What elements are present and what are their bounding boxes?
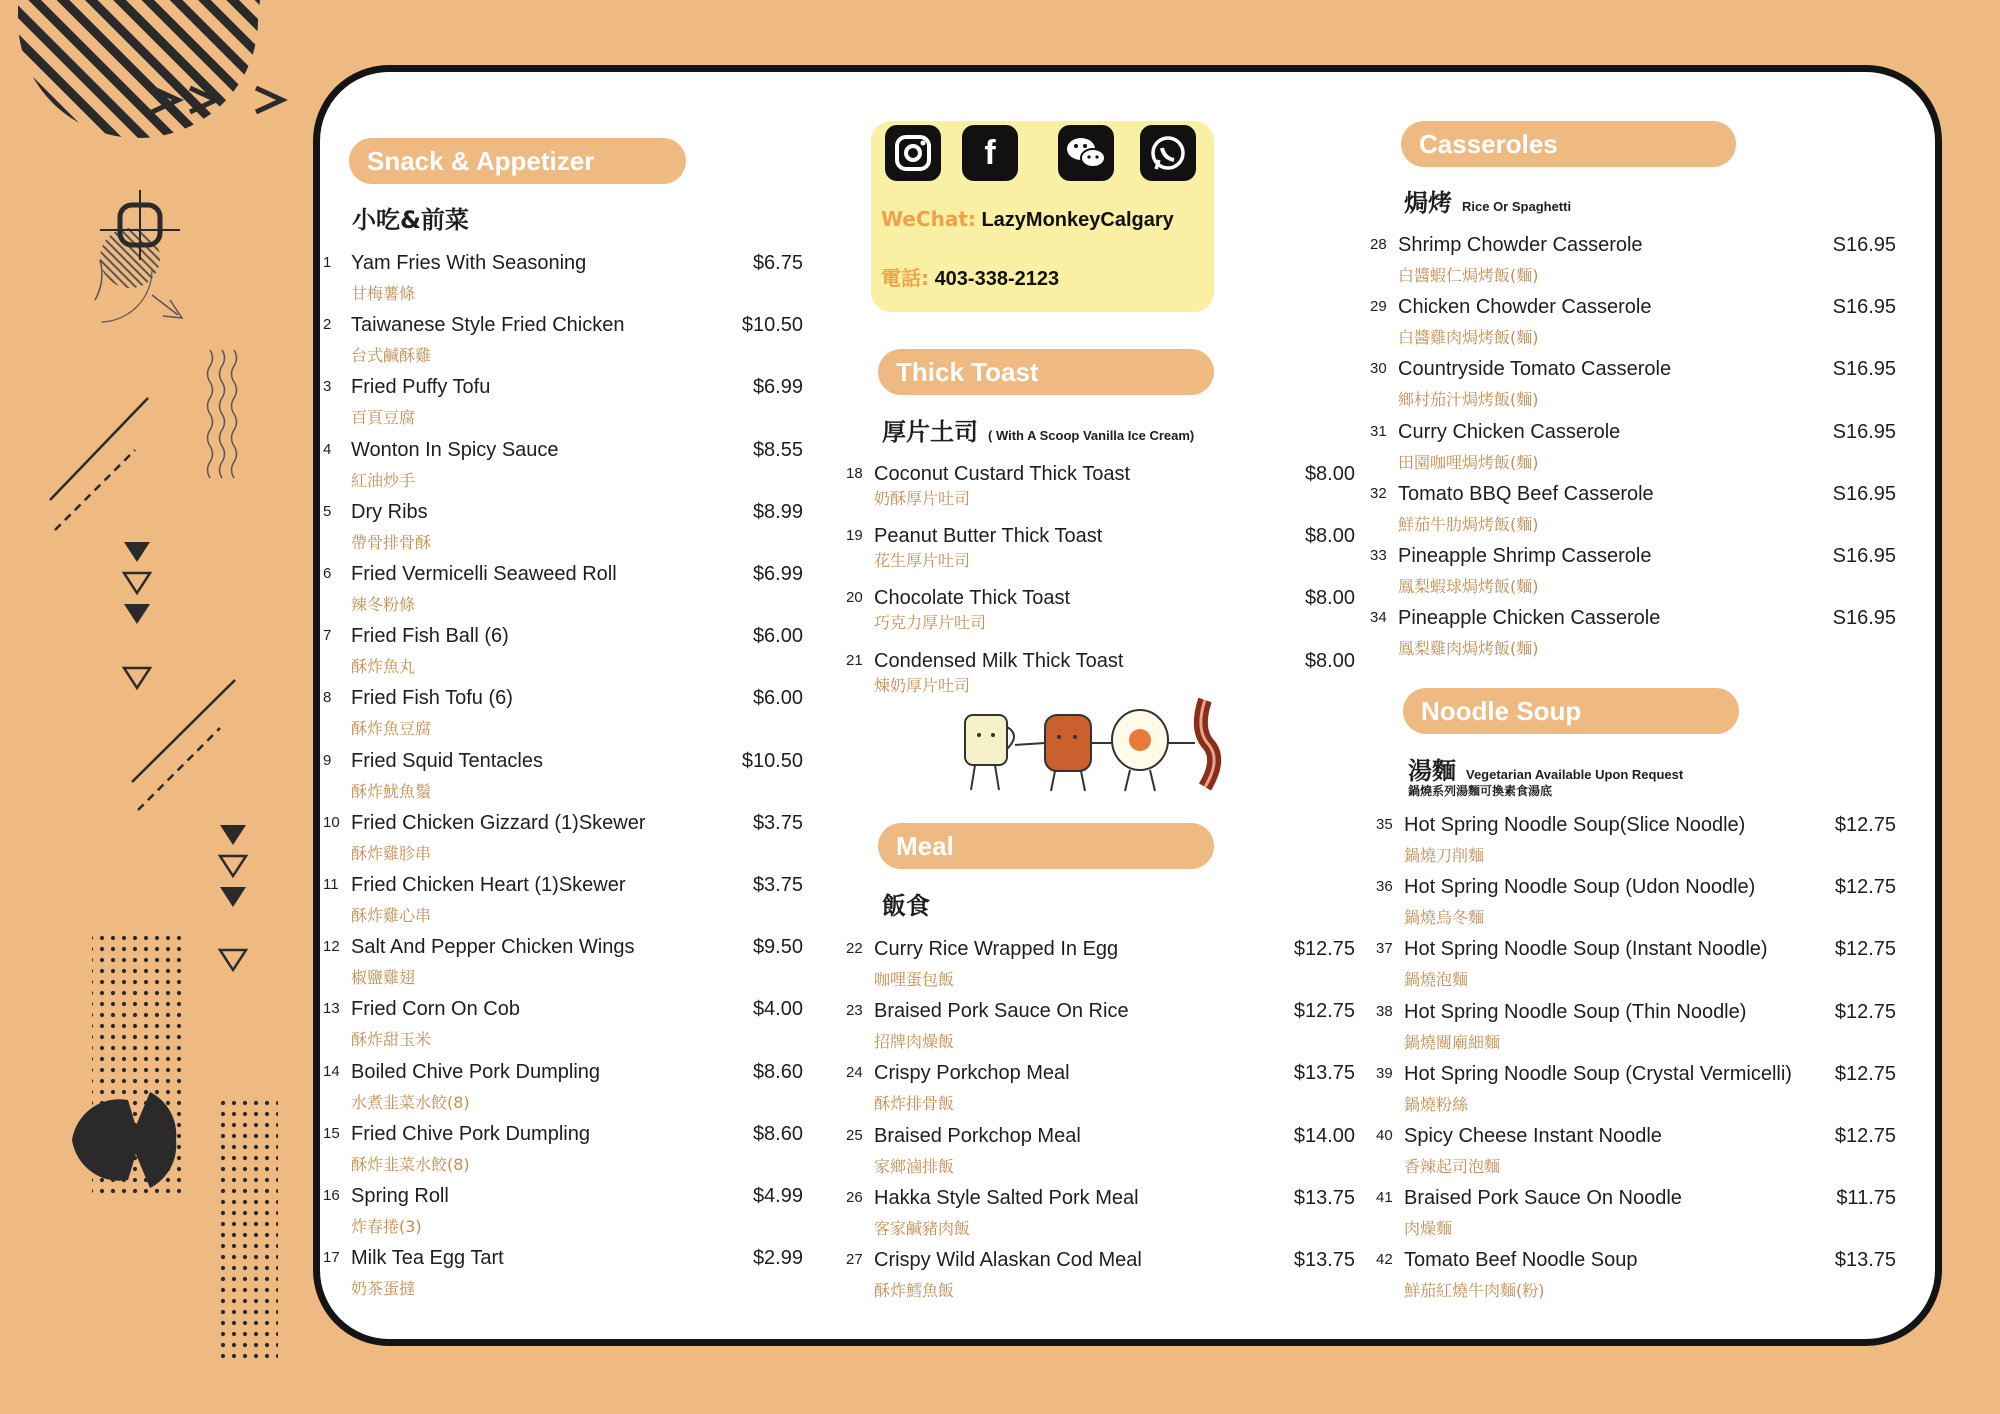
item-chinese-name: 家鄉滷排飯 xyxy=(874,1157,955,1176)
item-price: $6.99 xyxy=(752,376,803,398)
menu-item-noodle xyxy=(1376,814,1896,872)
item-number: 36 xyxy=(1376,878,1393,895)
item-name: Shrimp Chowder Casserole xyxy=(1398,234,1643,256)
menu-item-noodle xyxy=(1376,876,1896,934)
item-name: Fried Fish Ball (6) xyxy=(351,625,509,647)
item-number: 19 xyxy=(846,527,863,544)
wechat-icon[interactable] xyxy=(1058,125,1114,181)
menu-item-snack xyxy=(323,314,803,372)
item-name: Tomato BBQ Beef Casserole xyxy=(1398,483,1654,505)
menu-item-casseroles xyxy=(1370,607,1896,665)
menu-item-casseroles xyxy=(1370,234,1896,292)
item-chinese-name: 白醬雞肉焗烤飯(麵) xyxy=(1398,328,1539,347)
item-chinese-name: 紅油炒手 xyxy=(351,471,416,490)
item-price: S16.95 xyxy=(1832,483,1896,505)
item-number: 37 xyxy=(1376,940,1393,957)
decorative-shapes xyxy=(0,0,300,1414)
triangle-markers xyxy=(124,542,246,970)
phone-label: 電話: xyxy=(881,266,929,290)
item-price: $13.75 xyxy=(1293,1062,1355,1084)
item-number: 13 xyxy=(323,1000,340,1017)
item-chinese-name: 花生厚片吐司 xyxy=(874,551,971,570)
item-price: $6.00 xyxy=(752,687,803,709)
menu-item-snack xyxy=(323,625,803,683)
menu-item-noodle xyxy=(1376,938,1896,996)
item-number: 15 xyxy=(323,1125,340,1142)
menu-item-snack xyxy=(323,936,803,994)
menu-item-meal xyxy=(846,1062,1355,1120)
wechat-contact xyxy=(881,207,1174,232)
item-number: 21 xyxy=(846,652,863,669)
item-chinese-name: 椒鹽雞翅 xyxy=(351,968,416,987)
item-number: 14 xyxy=(323,1063,340,1080)
item-price: $4.00 xyxy=(752,998,803,1020)
item-number: 30 xyxy=(1370,360,1387,377)
item-chinese-name: 田園咖哩焗烤飯(麵) xyxy=(1398,453,1539,472)
item-chinese-name: 甘梅薯條 xyxy=(351,284,416,303)
item-price: $8.60 xyxy=(752,1123,803,1145)
noodle-note-zh: 鍋燒系列湯麵可換素食湯底 xyxy=(1408,784,1553,798)
item-chinese-name: 帶骨排骨酥 xyxy=(351,533,432,552)
item-price: $8.00 xyxy=(1304,463,1355,485)
item-price: $3.75 xyxy=(752,812,803,834)
menu-item-casseroles xyxy=(1370,296,1896,354)
menu-item-casseroles xyxy=(1370,358,1896,416)
item-price: $8.00 xyxy=(1304,587,1355,609)
item-chinese-name: 酥炸雞胗串 xyxy=(351,844,432,863)
item-number: 35 xyxy=(1376,816,1393,833)
item-name: Hot Spring Noodle Soup (Thin Noodle) xyxy=(1404,1001,1747,1023)
item-chinese-name: 巧克力厚片吐司 xyxy=(874,613,987,632)
item-number: 6 xyxy=(323,565,332,582)
menu-item-snack xyxy=(323,1247,803,1305)
menu-item-meal xyxy=(846,1249,1355,1307)
menu-item-casseroles xyxy=(1370,421,1896,479)
item-chinese-name: 煉奶厚片吐司 xyxy=(874,676,971,695)
menu-item-snack xyxy=(323,501,803,559)
item-chinese-name: 鳳梨雞肉焗烤飯(麵) xyxy=(1398,639,1539,658)
item-number: 10 xyxy=(323,814,340,831)
toast-note: ( With A Scoop Vanilla Ice Cream) xyxy=(988,428,1195,443)
menu-item-toast xyxy=(846,463,1355,521)
item-chinese-name: 鍋燒泡麵 xyxy=(1404,970,1469,989)
section-header-noodle: Noodle Soup xyxy=(1403,688,1739,734)
item-price: $6.00 xyxy=(752,625,803,647)
item-name: Fried Puffy Tofu xyxy=(351,376,491,398)
item-name: Chocolate Thick Toast xyxy=(874,587,1071,609)
item-number: 25 xyxy=(846,1127,863,1144)
item-price: $13.75 xyxy=(1293,1187,1355,1209)
menu-item-meal xyxy=(846,1125,1355,1183)
section-zh-title-meal: 飯食 xyxy=(882,892,930,920)
section-header-meal: Meal xyxy=(878,823,1214,869)
section-zh-title-casseroles xyxy=(1404,183,1571,218)
item-price: $6.99 xyxy=(752,563,803,585)
toast-zh-label: 厚片土司 xyxy=(882,418,978,446)
item-name: Spring Roll xyxy=(351,1185,449,1207)
item-chinese-name: 台式鹹酥雞 xyxy=(351,346,432,365)
menu-item-snack xyxy=(323,812,803,870)
item-name: Hot Spring Noodle Soup (Instant Noodle) xyxy=(1404,938,1768,960)
item-name: Fried Squid Tentacles xyxy=(351,750,543,772)
phone-contact xyxy=(881,262,1059,291)
item-chinese-name: 水煮韭菜水餃(8) xyxy=(351,1093,470,1112)
item-number: 42 xyxy=(1376,1251,1393,1268)
item-name: Hot Spring Noodle Soup (Udon Noodle) xyxy=(1404,876,1756,898)
item-chinese-name: 酥炸排骨飯 xyxy=(874,1094,955,1113)
item-name: Fried Corn On Cob xyxy=(351,998,520,1020)
item-name: Hot Spring Noodle Soup (Crystal Vermicelli) xyxy=(1404,1063,1792,1085)
item-name: Fried Chive Pork Dumpling xyxy=(351,1123,590,1145)
item-name: Pineapple Shrimp Casserole xyxy=(1398,545,1652,567)
menu-item-snack xyxy=(323,563,803,621)
item-number: 7 xyxy=(323,627,332,644)
item-number: 3 xyxy=(323,378,332,395)
item-number: 22 xyxy=(846,940,863,957)
item-chinese-name: 招牌肉燥飯 xyxy=(874,1032,955,1051)
item-price: S16.95 xyxy=(1832,607,1896,629)
menu-item-snack xyxy=(323,998,803,1056)
wechat-label: WeChat: xyxy=(881,207,976,231)
item-price: $2.99 xyxy=(752,1247,803,1269)
item-chinese-name: 鍋燒烏冬麵 xyxy=(1404,908,1485,927)
item-price: $12.75 xyxy=(1834,1001,1896,1023)
item-chinese-name: 酥炸甜玉米 xyxy=(351,1030,432,1049)
item-chinese-name: 炸春捲(3) xyxy=(351,1217,422,1236)
item-chinese-name: 酥炸魷魚鬚 xyxy=(351,782,432,801)
menu-item-toast xyxy=(846,650,1355,708)
item-number: 16 xyxy=(323,1187,340,1204)
noodle-zh-label: 湯麵 xyxy=(1408,757,1456,785)
section-header-casseroles: Casseroles xyxy=(1401,121,1736,167)
item-chinese-name: 辣冬粉條 xyxy=(351,595,416,614)
item-price: $8.60 xyxy=(752,1061,803,1083)
item-name: Tomato Beef Noodle Soup xyxy=(1404,1249,1638,1271)
item-price: $12.75 xyxy=(1293,938,1355,960)
item-price: $8.99 xyxy=(752,501,803,523)
item-chinese-name: 鮮茄紅燒牛肉麵(粉) xyxy=(1404,1281,1545,1300)
item-number: 23 xyxy=(846,1002,863,1019)
item-price: $6.75 xyxy=(752,252,803,274)
item-price: $12.75 xyxy=(1834,876,1896,898)
item-chinese-name: 肉燥麵 xyxy=(1404,1219,1453,1238)
menu-item-noodle xyxy=(1376,1125,1896,1183)
item-price: $13.75 xyxy=(1834,1249,1896,1271)
item-chinese-name: 奶茶蛋撻 xyxy=(351,1279,416,1298)
item-price: S16.95 xyxy=(1832,296,1896,318)
menu-item-snack xyxy=(323,687,803,745)
item-number: 27 xyxy=(846,1251,863,1268)
item-price: S16.95 xyxy=(1832,234,1896,256)
item-name: Pineapple Chicken Casserole xyxy=(1398,607,1661,629)
section-zh-title-snack: 小吃&前菜 xyxy=(352,206,469,234)
item-name: Spicy Cheese Instant Noodle xyxy=(1404,1125,1662,1147)
section-header-toast: Thick Toast xyxy=(878,349,1214,395)
item-number: 41 xyxy=(1376,1189,1393,1206)
item-number: 28 xyxy=(1370,236,1387,253)
item-number: 33 xyxy=(1370,547,1387,564)
item-chinese-name: 酥炸雞心串 xyxy=(351,906,432,925)
item-number: 8 xyxy=(323,689,332,706)
item-chinese-name: 白醬蝦仁焗烤飯(麵) xyxy=(1398,266,1539,285)
item-number: 38 xyxy=(1376,1003,1393,1020)
menu-item-snack xyxy=(323,252,803,310)
item-number: 29 xyxy=(1370,298,1387,315)
menu-item-noodle xyxy=(1376,1001,1896,1059)
item-name: Braised Pork Sauce On Rice xyxy=(874,1000,1129,1022)
item-name: Boiled Chive Pork Dumpling xyxy=(351,1061,601,1083)
item-chinese-name: 酥炸韭菜水餃(8) xyxy=(351,1155,470,1174)
menu-item-casseroles xyxy=(1370,545,1896,603)
item-name: Countryside Tomato Casserole xyxy=(1398,358,1672,380)
menu-item-snack xyxy=(323,1061,803,1119)
item-price: S16.95 xyxy=(1832,421,1896,443)
item-price: $3.75 xyxy=(752,874,803,896)
item-chinese-name: 奶酥厚片吐司 xyxy=(874,489,971,508)
item-price: $4.99 xyxy=(752,1185,803,1207)
item-chinese-name: 客家鹹豬肉飯 xyxy=(874,1219,971,1238)
item-price: S16.95 xyxy=(1832,358,1896,380)
item-name: Coconut Custard Thick Toast xyxy=(874,463,1131,485)
item-name: Taiwanese Style Fried Chicken xyxy=(351,314,625,336)
food-characters-illustration xyxy=(955,695,1255,795)
noodle-note: Vegetarian Available Upon Request xyxy=(1466,767,1684,782)
item-name: Fried Vermicelli Seaweed Roll xyxy=(351,563,617,585)
menu-item-snack xyxy=(323,376,803,434)
wavy-lines xyxy=(208,350,237,478)
item-chinese-name: 鄉村茄汁焗烤飯(麵) xyxy=(1398,390,1539,409)
menu-item-toast xyxy=(846,587,1355,645)
item-price: $12.75 xyxy=(1834,1125,1896,1147)
menu-item-meal xyxy=(846,938,1355,996)
item-number: 12 xyxy=(323,938,340,955)
item-chinese-name: 鍋燒關廟細麵 xyxy=(1404,1033,1501,1052)
item-price: $10.50 xyxy=(741,314,803,336)
menu-item-snack xyxy=(323,439,803,497)
menu-item-toast xyxy=(846,525,1355,583)
item-price: S16.95 xyxy=(1832,545,1896,567)
item-name: Fried Fish Tofu (6) xyxy=(351,687,513,709)
whatsapp-icon[interactable] xyxy=(1140,125,1196,181)
facebook-icon[interactable]: f xyxy=(962,125,1018,181)
item-price: $12.75 xyxy=(1834,938,1896,960)
item-price: $14.00 xyxy=(1293,1125,1355,1147)
menu-item-noodle xyxy=(1376,1249,1896,1307)
menu-item-snack xyxy=(323,1123,803,1181)
item-number: 18 xyxy=(846,465,863,482)
item-name: Condensed Milk Thick Toast xyxy=(874,650,1124,672)
item-name: Wonton In Spicy Sauce xyxy=(351,439,559,461)
item-number: 1 xyxy=(323,254,332,271)
item-number: 5 xyxy=(323,503,332,520)
item-number: 20 xyxy=(846,589,863,606)
wechat-id: LazyMonkeyCalgary xyxy=(981,209,1174,231)
casseroles-note: Rice Or Spaghetti xyxy=(1462,199,1572,214)
menu-item-meal xyxy=(846,1187,1355,1245)
item-number: 32 xyxy=(1370,485,1387,502)
item-name: Yam Fries With Seasoning xyxy=(351,252,587,274)
item-price: $8.00 xyxy=(1304,650,1355,672)
dot-grid xyxy=(218,1100,278,1365)
item-chinese-name: 百頁豆腐 xyxy=(351,408,416,427)
item-name: Chicken Chowder Casserole xyxy=(1398,296,1652,318)
section-header-snack: Snack & Appetizer xyxy=(349,138,686,184)
item-name: Crispy Wild Alaskan Cod Meal xyxy=(874,1249,1142,1271)
item-price: $8.00 xyxy=(1304,525,1355,547)
casseroles-zh-label: 焗烤 xyxy=(1404,189,1452,217)
item-number: 11 xyxy=(323,876,339,893)
menu-item-meal xyxy=(846,1000,1355,1058)
item-name: Dry Ribs xyxy=(351,501,428,523)
item-chinese-name: 鍋燒粉絲 xyxy=(1404,1095,1469,1114)
item-number: 2 xyxy=(323,316,332,333)
item-chinese-name: 香辣起司泡麵 xyxy=(1404,1157,1501,1176)
item-chinese-name: 鳳梨蝦球焗烤飯(麵) xyxy=(1398,577,1539,596)
section-zh-title-noodle xyxy=(1408,751,1683,786)
item-chinese-name: 鍋燒刀削麵 xyxy=(1404,846,1485,865)
item-chinese-name: 咖哩蛋包飯 xyxy=(874,970,955,989)
item-price: $12.75 xyxy=(1834,1063,1896,1085)
item-name: Hakka Style Salted Pork Meal xyxy=(874,1187,1139,1209)
item-chinese-name: 鮮茄牛肋焗烤飯(麵) xyxy=(1398,515,1539,534)
item-name: Fried Chicken Heart (1)Skewer xyxy=(351,874,626,896)
item-number: 24 xyxy=(846,1064,863,1081)
item-price: $12.75 xyxy=(1293,1000,1355,1022)
item-number: 9 xyxy=(323,752,332,769)
item-name: Braised Pork Sauce On Noodle xyxy=(1404,1187,1682,1209)
menu-item-noodle xyxy=(1376,1063,1896,1121)
section-zh-title-toast xyxy=(882,412,1194,447)
item-number: 26 xyxy=(846,1189,863,1206)
item-name: Salt And Pepper Chicken Wings xyxy=(351,936,635,958)
item-chinese-name: 酥炸魚豆腐 xyxy=(351,719,432,738)
instagram-icon[interactable] xyxy=(885,125,941,181)
item-number: 31 xyxy=(1370,423,1387,440)
item-name: Peanut Butter Thick Toast xyxy=(874,525,1103,547)
menu-item-snack xyxy=(323,874,803,932)
item-name: Milk Tea Egg Tart xyxy=(351,1247,504,1269)
menu-item-snack xyxy=(323,1185,803,1243)
item-price: $11.75 xyxy=(1836,1187,1896,1209)
menu-item-snack xyxy=(323,750,803,808)
menu-item-noodle xyxy=(1376,1187,1896,1245)
item-name: Braised Porkchop Meal xyxy=(874,1125,1081,1147)
item-price: $8.55 xyxy=(752,439,803,461)
item-name: Crispy Porkchop Meal xyxy=(874,1062,1070,1084)
item-number: 4 xyxy=(323,441,332,458)
item-number: 39 xyxy=(1376,1065,1393,1082)
item-name: Curry Chicken Casserole xyxy=(1398,421,1621,443)
item-chinese-name: 酥炸魚丸 xyxy=(351,657,416,676)
item-name: Fried Chicken Gizzard (1)Skewer xyxy=(351,812,646,834)
item-number: 34 xyxy=(1370,609,1387,626)
item-chinese-name: 酥炸鱈魚飯 xyxy=(874,1281,955,1300)
item-price: $10.50 xyxy=(741,750,803,772)
menu-item-casseroles xyxy=(1370,483,1896,541)
item-price: $12.75 xyxy=(1834,814,1896,836)
item-number: 17 xyxy=(323,1249,340,1266)
item-name: Curry Rice Wrapped In Egg xyxy=(874,938,1119,960)
item-number: 40 xyxy=(1376,1127,1393,1144)
phone-number: 403-338-2123 xyxy=(934,268,1060,290)
item-price: $13.75 xyxy=(1293,1249,1355,1271)
item-price: $9.50 xyxy=(752,936,803,958)
item-name: Hot Spring Noodle Soup(Slice Noodle) xyxy=(1404,814,1746,836)
